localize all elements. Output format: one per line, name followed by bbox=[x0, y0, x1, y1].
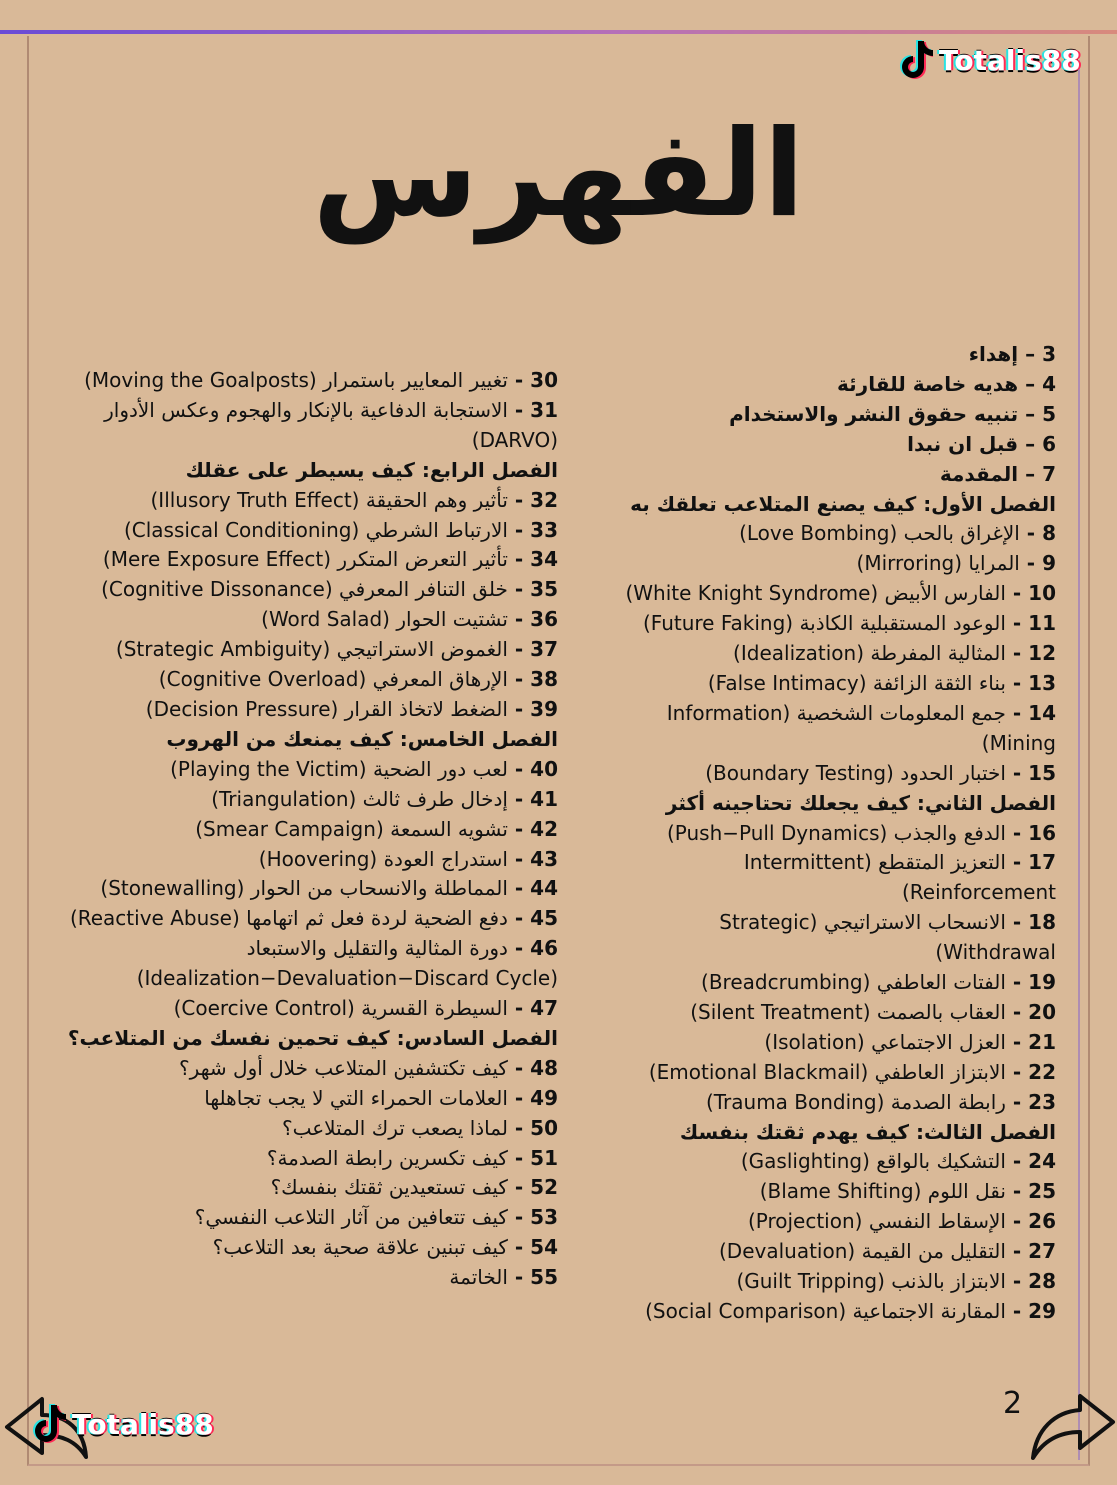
toc-entry: 33 - الارتباط الشرطي (Classical Conditioning) bbox=[123, 517, 558, 542]
toc-entry: 48 - كيف تكتشفين المتلاعب خلال أول شهر؟ bbox=[179, 1055, 558, 1080]
toc-entry: 7 – المقدمة bbox=[939, 461, 1056, 486]
toc-entry-page: 26 bbox=[1028, 1209, 1056, 1234]
toc-entry-page: 33 bbox=[530, 517, 558, 542]
toc-entry-page: 4 bbox=[1042, 371, 1056, 396]
toc-entry: 15 - اختبار الحدود (Boundary Testing) bbox=[705, 760, 1056, 785]
toc-entry-title: الإغراق بالحب (Love Bombing) bbox=[739, 521, 1020, 546]
toc-entry: 16 - الدفع والجذب (Push−Pull Dynamics) bbox=[666, 820, 1056, 845]
toc-entry-page: 17 bbox=[1028, 850, 1056, 875]
frame-accent-line bbox=[1078, 60, 1080, 1460]
toc-entry-page: 13 bbox=[1028, 670, 1056, 695]
toc-entry-page: 10 bbox=[1028, 581, 1056, 606]
toc-entry-title: الفارس الأبيض (White Knight Syndrome) bbox=[625, 581, 1006, 606]
toc-entry-title: الابتزاز العاطفي (Emotional Blackmail) bbox=[648, 1059, 1006, 1084]
toc-entry-page: 7 bbox=[1042, 461, 1056, 486]
toc-entry-title: الارتباط الشرطي (Classical Conditioning) bbox=[123, 517, 508, 542]
arrow-right-icon[interactable] bbox=[1030, 1392, 1116, 1462]
toc-entry-title: الدفع والجذب (Push−Pull Dynamics) bbox=[666, 820, 1006, 845]
toc-entry-title: التشكيك بالواقع (Gaslighting) bbox=[740, 1149, 1006, 1174]
toc-entry-title: الفتات العاطفي (Breadcrumbing) bbox=[701, 970, 1006, 995]
toc-entry: 21 - العزل الاجتماعي (Isolation) bbox=[764, 1029, 1056, 1054]
toc-entry-page: 47 bbox=[530, 996, 558, 1021]
toc-entry-title: الغموض الاستراتيجي (Strategic Ambiguity) bbox=[115, 637, 508, 662]
toc-entry-title: الاستجابة الدفاعية بالإنكار والهجوم وعكس الأدوار (DARVO) bbox=[104, 397, 558, 452]
toc-entry-title: لعب دور الضحية (Playing the Victim) bbox=[170, 756, 508, 781]
toc-entry: 37 - الغموض الاستراتيجي (Strategic Ambiguity) bbox=[115, 637, 558, 662]
toc-entry-page: 43 bbox=[530, 846, 558, 871]
toc-entry-title: إهداء bbox=[968, 342, 1019, 366]
page-title: الفهرس bbox=[312, 105, 805, 244]
toc-entry-page: 30 bbox=[530, 368, 558, 392]
toc-entry: 41 - إدخال طرف ثالث (Triangulation) bbox=[211, 786, 558, 811]
toc-entry-page: 32 bbox=[530, 487, 558, 512]
toc-entry: 42 - تشويه السمعة (Smear Campaign) bbox=[195, 816, 558, 841]
toc-entry-page: 36 bbox=[530, 607, 558, 632]
toc-entry: 28 - الابتزاز بالذنب (Guilt Tripping) bbox=[736, 1269, 1056, 1294]
toc-entry: 10 - الفارس الأبيض (White Knight Syndrome) bbox=[625, 581, 1056, 606]
toc-entry: 49 - العلامات الحمراء التي لا يجب تجاهلها bbox=[204, 1085, 558, 1110]
toc-entry: 11 - الوعود المستقبلية الكاذبة (Future Faking) bbox=[642, 611, 1056, 636]
toc-entry-title: الابتزاز بالذنب (Guilt Tripping) bbox=[736, 1269, 1006, 1294]
toc-entry: 55 - الخاتمة bbox=[449, 1265, 558, 1290]
toc-entry: 44 - المماطلة والانسحاب من الحوار (Stonewalling) bbox=[100, 876, 558, 901]
toc-entry-page: 29 bbox=[1028, 1299, 1056, 1323]
toc-entry-title: الإرهاق المعرفي (Cognitive Overload) bbox=[158, 667, 508, 692]
toc-entry-page: 16 bbox=[1028, 820, 1056, 845]
toc-entry-title: دورة المثالية والتقليل والاستبعاد (Idealization−Devaluation−Discard Cycle) bbox=[136, 936, 558, 991]
toc-entry-page: 24 bbox=[1028, 1149, 1056, 1174]
toc-entry-page: 42 bbox=[530, 816, 558, 841]
toc-entry-page: 19 bbox=[1028, 970, 1056, 995]
toc-entry-title: كيف تكتشفين المتلاعب خلال أول شهر؟ bbox=[179, 1055, 508, 1080]
toc-entry-page: 31 bbox=[530, 397, 558, 422]
toc-entry-page: 50 bbox=[530, 1115, 558, 1140]
toc-entry-page: 21 bbox=[1028, 1029, 1056, 1054]
toc-entry: 14 - جمع المعلومات الشخصية (Information Mining) bbox=[666, 700, 1056, 755]
toc-entry-page: 35 bbox=[530, 577, 558, 602]
toc-entry-title: تأثير وهم الحقيقة (Illusory Truth Effect) bbox=[150, 487, 508, 512]
toc-entry-title: التعزيز المتقطع (Intermittent Reinforcement) bbox=[743, 850, 1056, 905]
toc-entry: 51 - كيف تكسرين رابطة الصدمة؟ bbox=[266, 1145, 558, 1170]
toc-entry-title: السيطرة القسرية (Coercive Control) bbox=[173, 996, 508, 1021]
toc-entry-title: الخاتمة bbox=[449, 1265, 508, 1290]
toc-entry: 54 - كيف تبنين علاقة صحية بعد التلاعب؟ bbox=[212, 1235, 558, 1260]
toc-entry: 31 - الاستجابة الدفاعية بالإنكار والهجوم وعكس الأدوار (DARVO) bbox=[104, 397, 558, 452]
toc-entry: 23 - رابطة الصدمة (Trauma Bonding) bbox=[705, 1089, 1056, 1114]
toc-entry-title: كيف تكسرين رابطة الصدمة؟ bbox=[266, 1145, 508, 1170]
toc-entry: 17 - التعزيز المتقطع (Intermittent Reinforcement) bbox=[743, 850, 1056, 905]
toc-entry-title: تشويه السمعة (Smear Campaign) bbox=[195, 816, 508, 841]
toc-entry-title: العلامات الحمراء التي لا يجب تجاهلها bbox=[204, 1085, 508, 1110]
toc-chapter-heading: الفصل الثاني: كيف يجعلك تحتاجينه أكثر bbox=[665, 790, 1056, 815]
toc-entry-page: 37 bbox=[530, 637, 558, 662]
toc-entry-title: هديه خاصة للقارئة bbox=[837, 371, 1019, 396]
toc-entry-title: المقارنة الاجتماعية (Social Comparison) bbox=[645, 1299, 1006, 1323]
toc-entry-page: 3 bbox=[1042, 342, 1056, 366]
toc-chapter-heading: الفصل الثالث: كيف يهدم ثقتك بنفسك bbox=[679, 1119, 1056, 1144]
toc-entry: 27 - التقليل من القيمة (Devaluation) bbox=[718, 1239, 1056, 1264]
toc-entry-title: الانسحاب الاستراتيجي (Strategic Withdrawal) bbox=[719, 910, 1056, 965]
toc-entry-title: كيف تستعيدين ثقتك بنفسك؟ bbox=[270, 1175, 508, 1200]
toc-entry-page: 48 bbox=[530, 1055, 558, 1080]
toc-entry-title: العقاب بالصمت (Silent Treatment) bbox=[690, 999, 1006, 1024]
toc-entry: 19 - الفتات العاطفي (Breadcrumbing) bbox=[701, 970, 1056, 995]
toc-entry-page: 45 bbox=[530, 906, 558, 931]
toc-entry-page: 46 bbox=[530, 936, 558, 961]
toc-entry-page: 22 bbox=[1028, 1059, 1056, 1084]
toc-entry-page: 11 bbox=[1028, 611, 1056, 636]
toc-chapter-heading: الفصل السادس: كيف تحمين نفسك من المتلاعب؟ bbox=[67, 1025, 558, 1050]
top-accent-line bbox=[0, 30, 1117, 34]
toc-entry: 40 - لعب دور الضحية (Playing the Victim) bbox=[170, 756, 558, 781]
toc-entry-page: 27 bbox=[1028, 1239, 1056, 1264]
toc-entry: 47 - السيطرة القسرية (Coercive Control) bbox=[173, 996, 558, 1021]
toc-entry: 24 - التشكيك بالواقع (Gaslighting) bbox=[740, 1149, 1056, 1174]
toc-entry: 13 - بناء الثقة الزائفة (False Intimacy) bbox=[707, 670, 1056, 695]
toc-entry: 26 - الإسقاط النفسي (Projection) bbox=[747, 1209, 1056, 1234]
toc-entry-title: اختبار الحدود (Boundary Testing) bbox=[705, 760, 1006, 785]
toc-entry-page: 6 bbox=[1042, 431, 1056, 456]
toc-entry-page: 54 bbox=[530, 1235, 558, 1260]
toc-entry-page: 40 bbox=[530, 756, 558, 781]
page-number: 2 bbox=[1003, 1386, 1023, 1421]
toc-entry: 6 – قبل ان نبدا bbox=[907, 431, 1056, 456]
toc-entry-page: 9 bbox=[1042, 551, 1056, 576]
toc-entry-page: 55 bbox=[530, 1265, 558, 1290]
toc-entry: 18 - الانسحاب الاستراتيجي (Strategic Withdrawal) bbox=[719, 910, 1056, 965]
toc-entry-title: جمع المعلومات الشخصية (Information Mining) bbox=[666, 700, 1056, 755]
toc-entry-page: 8 bbox=[1042, 521, 1056, 546]
brand-watermark-top bbox=[897, 38, 1081, 82]
toc-entry-page: 49 bbox=[530, 1085, 558, 1110]
toc-entry-page: 25 bbox=[1028, 1179, 1056, 1204]
toc-entry: 9 - المرايا (Mirroring) bbox=[856, 551, 1056, 576]
toc-chapter-heading: الفصل الخامس: كيف يمنعك من الهروب bbox=[166, 726, 558, 751]
toc-entry: 5 – تنبيه حقوق النشر والاستخدام bbox=[729, 401, 1056, 426]
toc-entry-title: خلق التنافر المعرفي (Cognitive Dissonance) bbox=[101, 577, 508, 602]
toc-entry-page: 38 bbox=[530, 667, 558, 692]
toc-entry: 29 - المقارنة الاجتماعية (Social Comparison) bbox=[645, 1299, 1056, 1323]
toc-entry: 3 – إهداء bbox=[968, 342, 1056, 366]
toc-entry-title: التقليل من القيمة (Devaluation) bbox=[718, 1239, 1006, 1264]
brand-name: Totalis88 bbox=[939, 43, 1081, 77]
toc-entry: 39 - الضغط لاتخاذ القرار (Decision Pressure) bbox=[145, 696, 558, 721]
toc-entry: 25 - نقل اللوم (Blame Shifting) bbox=[759, 1179, 1056, 1204]
toc-entry-title: استدراج العودة (Hoovering) bbox=[258, 846, 508, 871]
toc-entry-page: 53 bbox=[530, 1205, 558, 1230]
toc-entry-title: المقدمة bbox=[939, 461, 1019, 486]
toc-entry-title: المرايا (Mirroring) bbox=[856, 551, 1020, 576]
toc-column-right bbox=[600, 340, 1056, 1327]
toc-entry: 53 - كيف تتعافين من آثار التلاعب النفسي؟ bbox=[194, 1205, 558, 1230]
toc-entry-page: 23 bbox=[1028, 1089, 1056, 1114]
toc-entry-title: كيف تتعافين من آثار التلاعب النفسي؟ bbox=[194, 1205, 508, 1230]
toc-entry: 46 - دورة المثالية والتقليل والاستبعاد (Idealization−Devaluation−Discard Cycle) bbox=[136, 936, 558, 991]
toc-entry-page: 12 bbox=[1028, 641, 1056, 666]
toc-entry: 20 - العقاب بالصمت (Silent Treatment) bbox=[690, 999, 1056, 1024]
toc-entry-title: المثالية المفرطة (Idealization) bbox=[733, 641, 1006, 666]
toc-entry: 38 - الإرهاق المعرفي (Cognitive Overload) bbox=[158, 667, 558, 692]
toc-entry-title: تأثير التعرض المتكرر (Mere Exposure Effect) bbox=[102, 547, 508, 572]
toc-entry: 4 – هديه خاصة للقارئة bbox=[837, 371, 1056, 396]
toc-entry-title: الوعود المستقبلية الكاذبة (Future Faking) bbox=[642, 611, 1006, 636]
toc-entry-title: العزل الاجتماعي (Isolation) bbox=[764, 1029, 1006, 1054]
toc-entry: 52 - كيف تستعيدين ثقتك بنفسك؟ bbox=[270, 1175, 558, 1200]
toc-entry-page: 15 bbox=[1028, 760, 1056, 785]
toc-entry-title: قبل ان نبدا bbox=[907, 431, 1019, 456]
toc-entry-title: تنبيه حقوق النشر والاستخدام bbox=[729, 401, 1019, 426]
music-note-icon bbox=[30, 1402, 66, 1446]
toc-entry: 22 - الابتزاز العاطفي (Emotional Blackmail) bbox=[648, 1059, 1056, 1084]
toc-entry-page: 44 bbox=[530, 876, 558, 901]
toc-chapter-heading: الفصل الرابع: كيف يسيطر على عقلك bbox=[185, 457, 558, 482]
toc-entry: 8 - الإغراق بالحب (Love Bombing) bbox=[739, 521, 1056, 546]
toc-entry-page: 28 bbox=[1028, 1269, 1056, 1294]
toc-entry: 34 - تأثير التعرض المتكرر (Mere Exposure Effect) bbox=[102, 547, 558, 572]
toc-entry: 30 - تغيير المعايير باستمرار (Moving the Goalposts) bbox=[84, 368, 558, 392]
toc-entry-page: 41 bbox=[530, 786, 558, 811]
toc-entry-page: 39 bbox=[530, 696, 558, 721]
toc-entry-page: 20 bbox=[1028, 999, 1056, 1024]
toc-entry-title: نقل اللوم (Blame Shifting) bbox=[759, 1179, 1006, 1204]
toc-entry-title: إدخال طرف ثالث (Triangulation) bbox=[211, 786, 508, 811]
toc-entry: 12 - المثالية المفرطة (Idealization) bbox=[733, 641, 1056, 666]
toc-entry-page: 34 bbox=[530, 547, 558, 572]
toc-entry: 32 - تأثير وهم الحقيقة (Illusory Truth Effect) bbox=[150, 487, 558, 512]
toc-entry-title: تغيير المعايير باستمرار (Moving the Goalposts) bbox=[84, 368, 508, 392]
brand-name: Totalis88 bbox=[72, 1407, 214, 1441]
toc-entry-title: رابطة الصدمة (Trauma Bonding) bbox=[705, 1089, 1006, 1114]
music-note-icon bbox=[897, 38, 933, 82]
toc-entry: 50 - لماذا يصعب ترك المتلاعب؟ bbox=[281, 1115, 558, 1140]
toc-entry-page: 52 bbox=[530, 1175, 558, 1200]
toc-entry-title: دفع الضحية لردة فعل ثم اتهامها (Reactive Abuse) bbox=[69, 906, 508, 931]
brand-watermark-bottom bbox=[30, 1402, 214, 1446]
toc-entry: 36 - تشتيت الحوار (Word Salad) bbox=[261, 607, 558, 632]
toc-entry: 35 - خلق التنافر المعرفي (Cognitive Dissonance) bbox=[101, 577, 558, 602]
toc-entry-title: لماذا يصعب ترك المتلاعب؟ bbox=[281, 1115, 508, 1140]
toc-chapter-heading: الفصل الأول: كيف يصنع المتلاعب تعلقك به bbox=[630, 491, 1056, 516]
toc-entry-title: الضغط لاتخاذ القرار (Decision Pressure) bbox=[145, 696, 508, 721]
toc-entry-page: 18 bbox=[1028, 910, 1056, 935]
toc-entry-page: 51 bbox=[530, 1145, 558, 1170]
toc-entry: 45 - دفع الضحية لردة فعل ثم اتهامها (Reactive Abuse) bbox=[69, 906, 558, 931]
toc-entry-title: المماطلة والانسحاب من الحوار (Stonewalling) bbox=[100, 876, 508, 901]
toc-entry-title: تشتيت الحوار (Word Salad) bbox=[261, 607, 508, 632]
toc-column-left bbox=[60, 366, 558, 1293]
toc-entry-page: 14 bbox=[1028, 700, 1056, 725]
toc-entry-page: 5 bbox=[1042, 401, 1056, 426]
toc-entry: 43 - استدراج العودة (Hoovering) bbox=[258, 846, 558, 871]
toc-entry-title: بناء الثقة الزائفة (False Intimacy) bbox=[707, 670, 1006, 695]
toc-entry-title: كيف تبنين علاقة صحية بعد التلاعب؟ bbox=[212, 1235, 508, 1260]
toc-entry-title: الإسقاط النفسي (Projection) bbox=[747, 1209, 1006, 1234]
